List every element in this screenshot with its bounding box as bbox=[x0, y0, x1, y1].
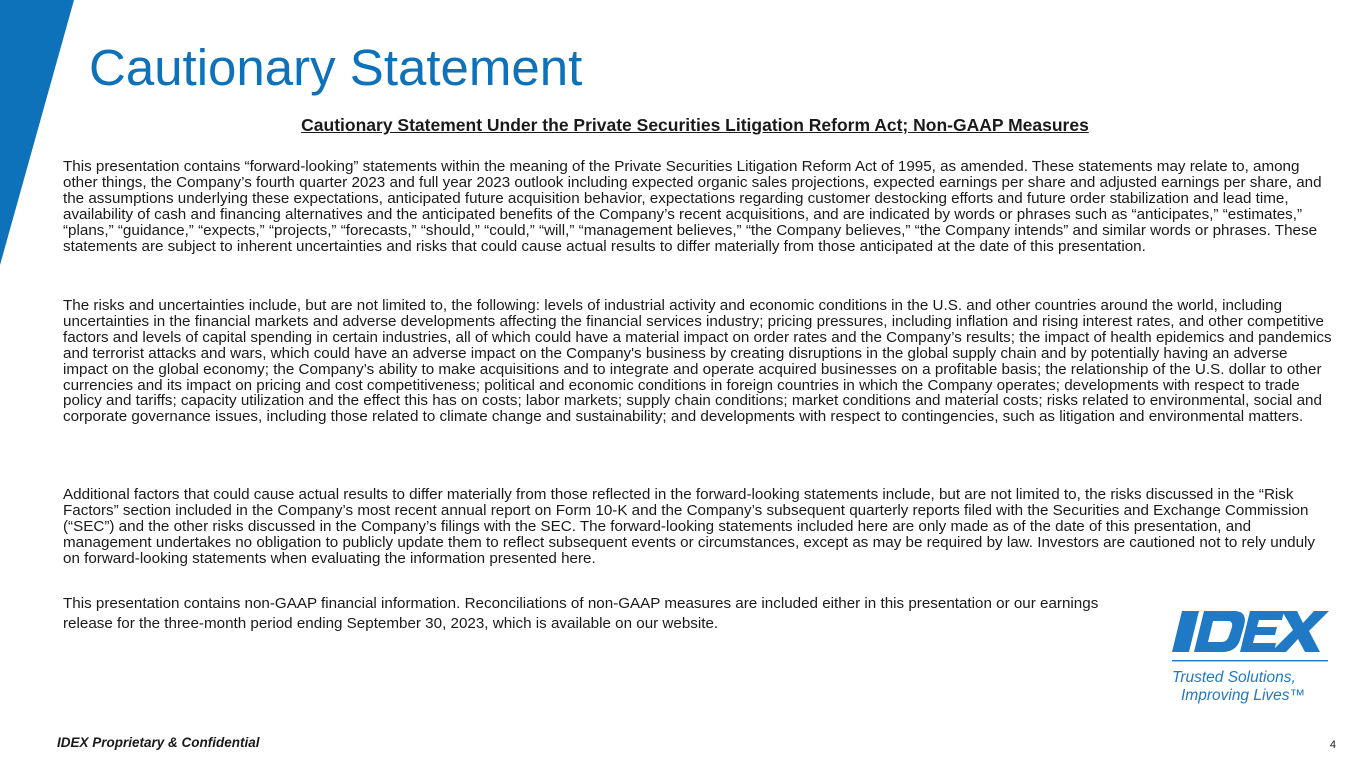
paragraph-risks: The risks and uncertainties include, but are not limited to, the following: levels of industrial activity and economic conditions in the U.S. and other countries around the world, including uncertainties in the financial markets and adverse developments affecting the financial services industry; pricing pressures, including inflation and rising interest rates, and other competitive factors and levels of capital spending in certain industries, all of which could have a material impact on order rates and the Company’s results; the impact of health epidemics and pandemics and terrorist attacks and wars, which could have an adverse impact on the Company's business by creating disruptions in the global supply chain and by potentially having an adverse impact on the global economy; the Company’s ability to make acquisitions and to integrate and operate acquired businesses on a profitable basis; the relationship of the U.S. dollar to other currencies and its impact on pricing and cost competitiveness; political and economic conditions in foreign countries in which the Company operates; developments with respect to trade policy and tariffs; capacity utilization and the effect this has on costs; labor markets; supply chain conditions; market conditions and material costs; risks related to environmental, social and corporate governance issues, including those related to climate change and sustainability; and developments with respect to contingencies, such as litigation and environmental matters. bbox=[63, 297, 1332, 426]
paragraph-additional-factors: Additional factors that could cause actual results to differ materially from those reflected in the forward-looking statements include, but are not limited to, the risks discussed in the “Risk Factors” section included in the Company’s most recent annual report on Form 10-K and the Company’s subsequent quarterly reports filed with the Securities and Exchange Commission (“SEC”) and the other risks discussed in the Company’s filings with the SEC. The forward-looking statements included here are only made as of the date of this presentation, and management undertakes no obligation to publicly update them to reflect subsequent events or circumstances, except as may be required by law. Investors are cautioned not to rely unduly on forward-looking statements when evaluating the information presented here. bbox=[63, 486, 1315, 567]
tagline-line-1: Trusted Solutions, bbox=[1172, 669, 1296, 686]
page-title: Cautionary Statement bbox=[89, 39, 583, 96]
tagline-line-2: Improving Lives™ bbox=[1181, 687, 1306, 704]
paragraph-non-gaap: This presentation contains non-GAAP financial information. Reconciliations of non-GAAP measures are included either in this presentation or our earnings release for the three-month period ending September 30, 2023, which is available on our website. bbox=[63, 595, 1099, 632]
page-number: 4 bbox=[1329, 739, 1336, 751]
idex-logo-mark bbox=[1170, 608, 1330, 668]
paragraph-forward-looking: This presentation contains “forward-looking” statements within the meaning of the Private Securities Litigation Reform Act of 1995, as amended. These statements may relate to, among other things, the Company’s fourth quarter 2023 and full year 2023 outlook including expected organic sales projections, expected earnings per share and adjusted earnings per share, and the assumptions underlying these expectations, anticipated future acquisition behavior, expectations regarding customer destocking efforts and future order stabilization and lead time, availability of cash and financing alternatives and the anticipated benefits of the Company’s recent acquisitions, and are indicated by words or phrases such as “anticipates,” “estimates,” “plans,” “guidance,” “expects,” “projects,” “forecasts,” “should,” “could,” “will,” “management believes,” “the Company believes,” “the Company intends” and similar words or phrases. These statements are subject to inherent uncertainties and risks that could cause actual results to differ materially from those anticipated at the date of this presentation. bbox=[63, 158, 1322, 255]
section-heading: Cautionary Statement Under the Private Securities Litigation Reform Act; Non-GAAP Measures bbox=[301, 115, 1089, 135]
logo-tagline bbox=[1172, 669, 1332, 705]
confidential-footer: IDEX Proprietary & Confidential bbox=[57, 735, 260, 750]
